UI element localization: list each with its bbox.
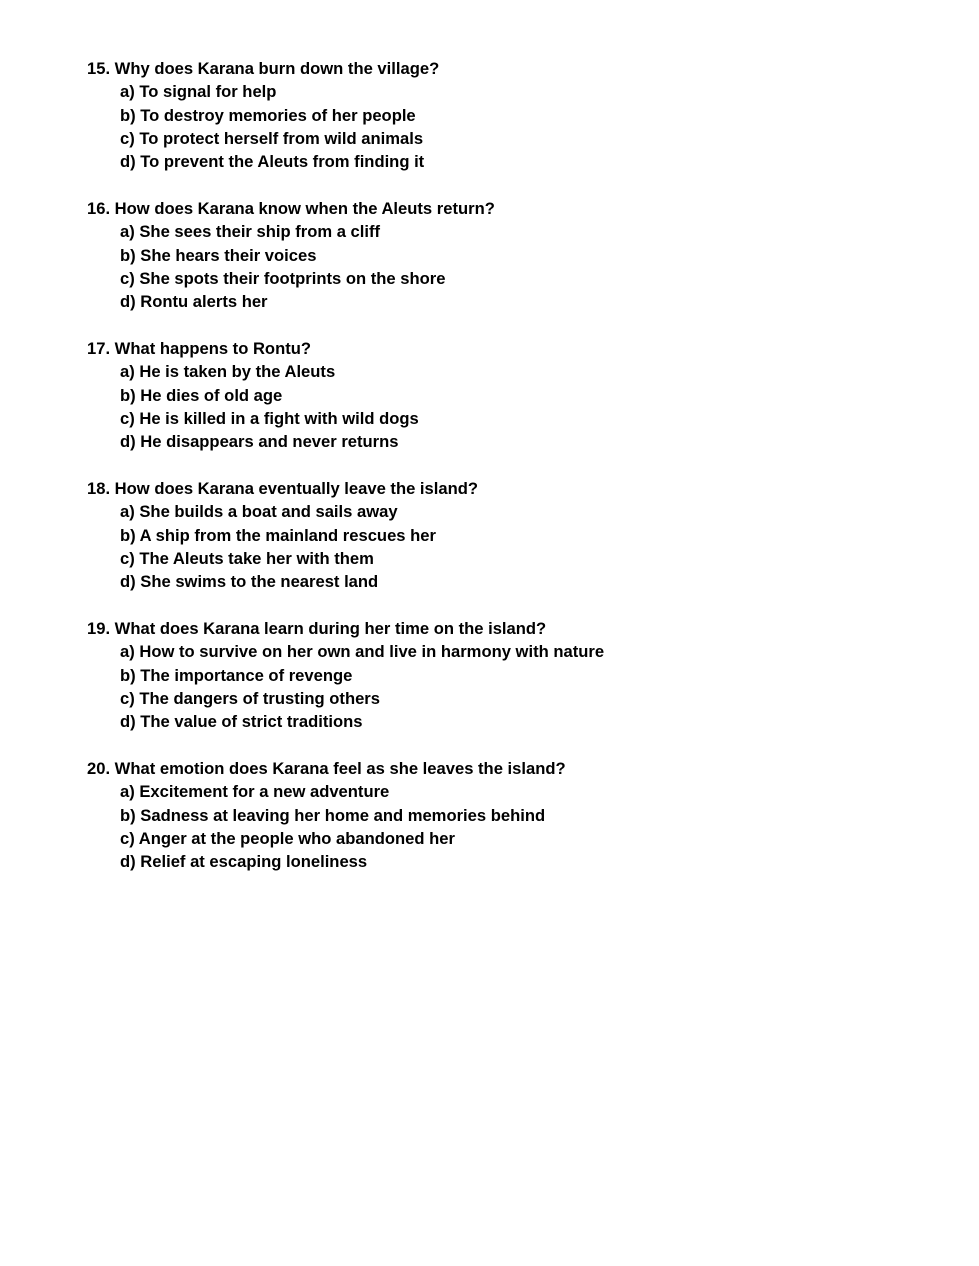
question-17 xyxy=(87,337,947,453)
question-19 xyxy=(87,617,947,733)
answer-option: c) The Aleuts take her with them xyxy=(120,548,374,568)
answer-option: b) To destroy memories of her people xyxy=(120,105,416,125)
answer-option: a) She sees their ship from a cliff xyxy=(120,222,381,242)
answer-option: a) He is taken by the Aleuts xyxy=(120,362,336,382)
answer-option: c) He is killed in a fight with wild dogs xyxy=(120,408,419,428)
answer-option: b) Sadness at leaving her home and memories behind xyxy=(120,805,546,825)
question-text: 19. What does Karana learn during her time on the island? xyxy=(87,618,547,638)
answer-option: d) Rontu alerts her xyxy=(120,292,268,312)
answer-option: b) A ship from the mainland rescues her xyxy=(120,525,436,545)
answer-option: d) Relief at escaping loneliness xyxy=(120,852,368,872)
answer-option: c) Anger at the people who abandoned her xyxy=(120,828,455,848)
answer-option: a) She builds a boat and sails away xyxy=(120,502,398,522)
answer-option: d) To prevent the Aleuts from finding it xyxy=(120,152,425,172)
question-18 xyxy=(87,477,947,593)
answer-option: a) To signal for help xyxy=(120,82,277,102)
answer-option: c) She spots their footprints on the shore xyxy=(120,268,446,288)
answer-option: a) How to survive on her own and live in harmony with nature xyxy=(120,642,605,662)
question-16 xyxy=(87,197,947,313)
answer-option: b) He dies of old age xyxy=(120,385,283,405)
question-text: 18. How does Karana eventually leave the island? xyxy=(87,478,479,498)
answer-option: d) She swims to the nearest land xyxy=(120,572,379,592)
question-15 xyxy=(87,57,947,173)
answer-option: b) The importance of revenge xyxy=(120,665,353,685)
answer-option: d) He disappears and never returns xyxy=(120,432,399,452)
answer-option: c) The dangers of trusting others xyxy=(120,688,380,708)
question-text: 16. How does Karana know when the Aleuts return? xyxy=(87,198,495,218)
answer-option: a) Excitement for a new adventure xyxy=(120,782,390,802)
question-20 xyxy=(87,757,947,873)
question-text: 15. Why does Karana burn down the village? xyxy=(87,59,440,78)
quiz-page xyxy=(87,57,947,897)
answer-option: b) She hears their voices xyxy=(120,245,317,265)
answer-option: d) The value of strict traditions xyxy=(120,712,363,732)
question-text: 20. What emotion does Karana feel as she leaves the island? xyxy=(87,758,566,778)
question-text: 17. What happens to Rontu? xyxy=(87,338,312,358)
answer-option: c) To protect herself from wild animals xyxy=(120,128,424,148)
